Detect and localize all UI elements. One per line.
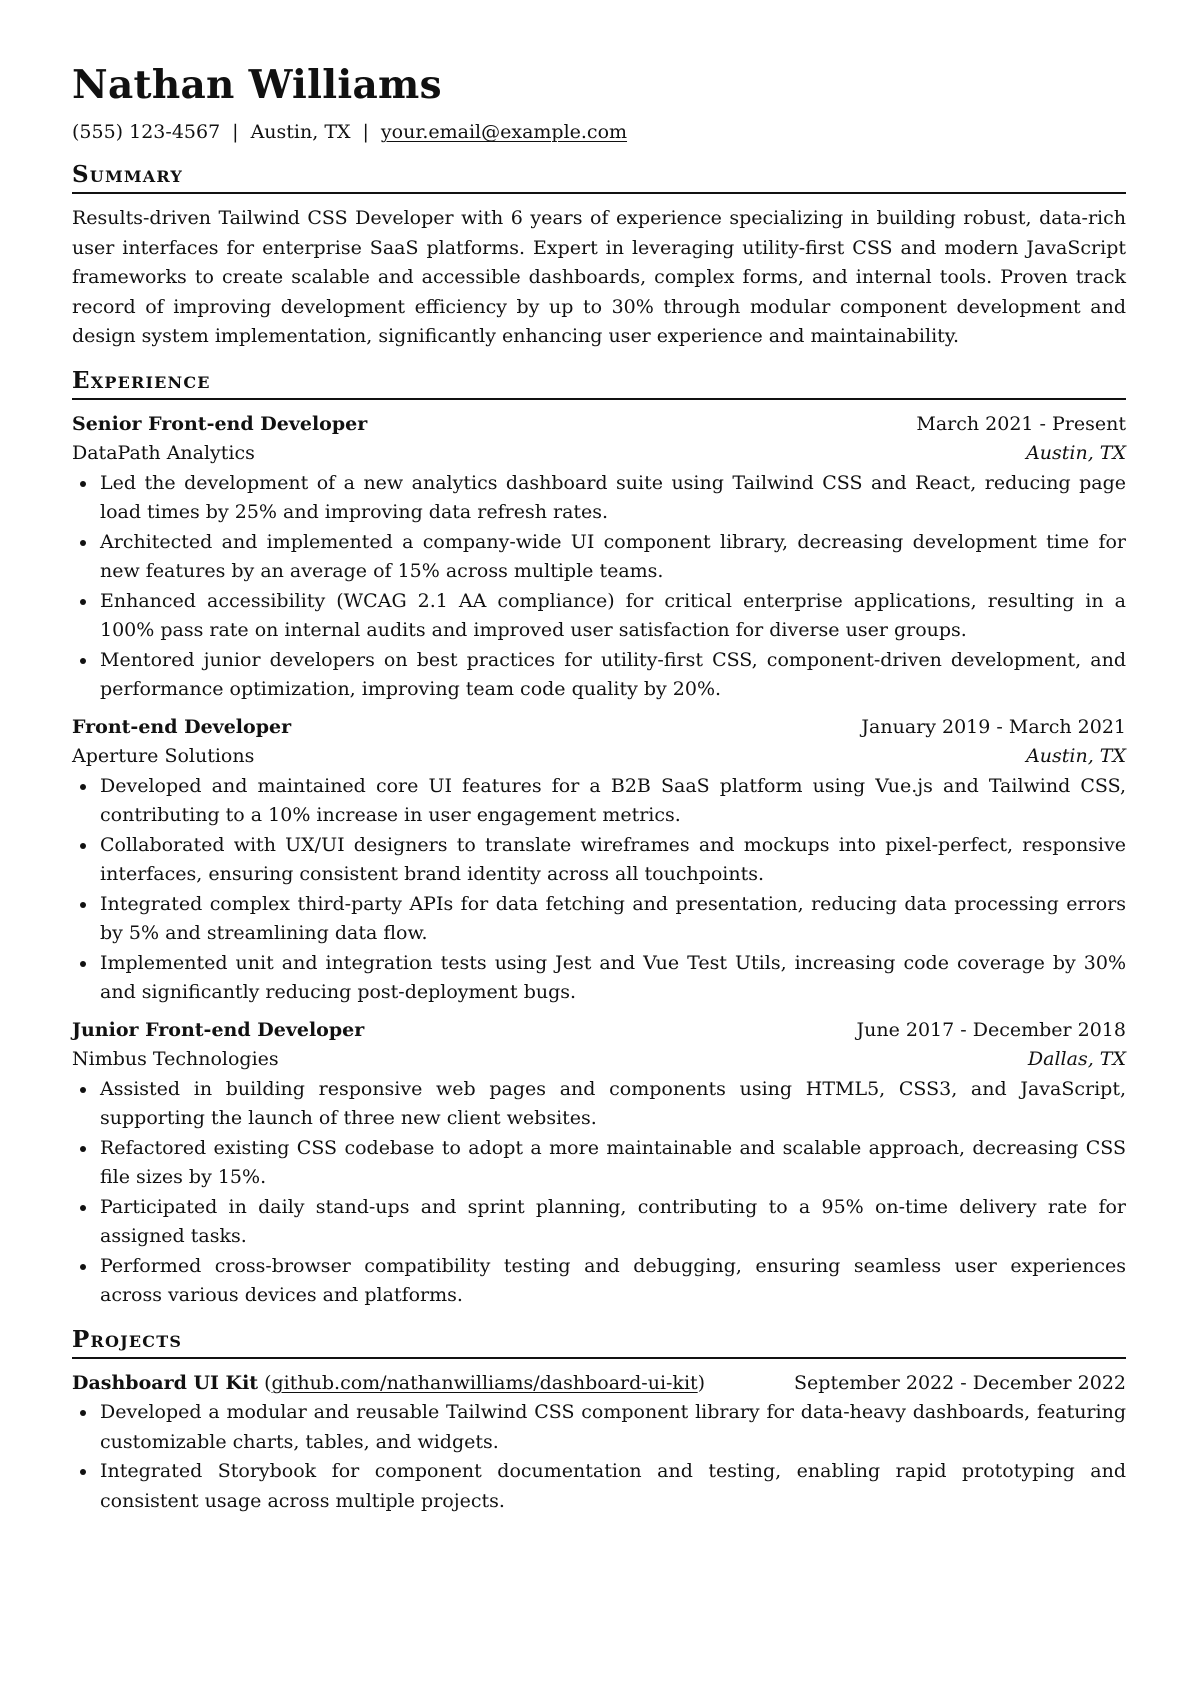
bullet-item [72, 646, 1126, 705]
bullet-dot-icon [80, 1469, 86, 1475]
job-company: DataPath Analytics [72, 442, 255, 464]
bullet-text: Performed cross-browser compatibility testing and debugging, ensuring seamless user experiences across various devices and platforms. [100, 1254, 1126, 1306]
section-title-summary: Summary [72, 160, 1126, 194]
job-location: Austin, TX [1026, 442, 1126, 464]
bullet-dot-icon [80, 1146, 86, 1152]
contact-separator: | [232, 121, 239, 143]
bullet-item [72, 772, 1126, 831]
bullet-item [72, 1134, 1126, 1193]
section-title-projects: Projects [72, 1325, 1126, 1359]
project-bullets [72, 1398, 1126, 1516]
bullet-item [72, 1075, 1126, 1134]
resume-page [72, 60, 1126, 1524]
bullet-text: Developed a modular and reusable Tailwind CSS component library for data-heavy dashboards, featuring customizable charts, tables, and widgets. [100, 1401, 1126, 1453]
job-entry [72, 410, 1126, 705]
job-entry [72, 713, 1126, 1008]
bullet-text: Mentored junior developers on best practices for utility-first CSS, component-driven development, and performance optimization, improving team code quality by 20%. [100, 648, 1126, 700]
summary-section [72, 160, 1126, 352]
bullet-dot-icon [80, 1410, 86, 1416]
contact-separator: | [362, 121, 369, 143]
bullet-text: Led the development of a new analytics dashboard suite using Tailwind CSS and React, reducing page load times by 25% and improving data refresh rates. [100, 471, 1126, 523]
bullet-item [72, 587, 1126, 646]
bullet-text: Integrated complex third-party APIs for data fetching and presentation, reducing data processing errors by 5% and streamlining data flow. [100, 892, 1126, 944]
project-dates: September 2022 - December 2022 [794, 1371, 1126, 1394]
summary-text: Results-driven Tailwind CSS Developer with 6 years of experience specializing in building robust, data-rich user interfaces for enterprise SaaS platforms. Expert in leveraging utility-first CSS and modern JavaScript frameworks to create scalable and accessible dashboards, complex forms, and internal tools. Proven track record of improving development efficiency by up to 30% through modular component development and design system implementation, significantly enhancing user experience and maintainability. [72, 207, 1126, 347]
job-dates: March 2021 - Present [916, 412, 1126, 435]
job-role: Front-end Developer [72, 715, 292, 738]
bullet-text: Collaborated with UX/UI designers to translate wireframes and mockups into pixel-perfect, responsive interfaces, ensuring consistent brand identity across all touchpoints. [100, 833, 1126, 885]
job-dates: January 2019 - March 2021 [861, 715, 1126, 738]
bullet-text: Refactored existing CSS codebase to adopt a more maintainable and scalable approach, decreasing CSS file sizes by 15%. [100, 1136, 1126, 1188]
bullet-text: Participated in daily stand-ups and sprint planning, contributing to a 95% on-time delivery rate for assigned tasks. [100, 1195, 1126, 1247]
bullet-item [72, 831, 1126, 890]
projects-section [72, 1325, 1126, 1517]
project-link[interactable]: github.com/nathanwilliams/dashboard-ui-kit [271, 1371, 698, 1394]
job-company: Nimbus Technologies [72, 1048, 279, 1070]
bullet-dot-icon [80, 481, 86, 487]
project-entry: Dashboard UI Kit (github.com/nathanwilliams/dashboard-ui-kit) September 2022 - December 2022 Developed a modular and reusable Tailwind CSS component library for data-heavy dashboards, featuring customizable charts, tables, and widgets. Integrated Storybook for component documentation and testing, enabling rapid prototyping and consistent usage across multiple projects. [72, 1369, 1126, 1517]
bullet-dot-icon [80, 784, 86, 790]
bullet-text: Assisted in building responsive web pages and components using HTML5, CSS3, and JavaScript, supporting the launch of three new client websites. [100, 1077, 1126, 1129]
job-dates: June 2017 - December 2018 [856, 1018, 1126, 1041]
email-link[interactable]: your.email@example.com [380, 121, 628, 143]
bullet-text: Developed and maintained core UI features for a B2B SaaS platform using Vue.js and Tailwind CSS, contributing to a 10% increase in user engagement metrics. [100, 774, 1126, 826]
bullet-text: Enhanced accessibility (WCAG 2.1 AA compliance) for critical enterprise applications, resulting in a 100% pass rate on internal audits and improved user satisfaction for diverse user groups. [100, 589, 1126, 641]
phone-number: (555) 123-4567 [72, 121, 221, 143]
job-bullets [72, 1075, 1126, 1311]
bullet-text: Implemented unit and integration tests using Jest and Vue Test Utils, increasing code coverage by 30% and significantly reducing post-deployment bugs. [100, 951, 1126, 1003]
project-name: Dashboard UI Kit [72, 1371, 259, 1394]
bullet-dot-icon [80, 902, 86, 908]
bullet-dot-icon [80, 961, 86, 967]
bullet-dot-icon [80, 658, 86, 664]
job-role: Senior Front-end Developer [72, 412, 368, 435]
job-role: Junior Front-end Developer [72, 1018, 365, 1041]
bullet-item [72, 528, 1126, 587]
job-bullets [72, 772, 1126, 1008]
bullet-dot-icon [80, 1205, 86, 1211]
bullet-dot-icon [80, 599, 86, 605]
bullet-dot-icon [80, 843, 86, 849]
section-title-experience: Experience [72, 366, 1126, 400]
job-bullets [72, 469, 1126, 705]
job-entry [72, 1016, 1126, 1311]
bullet-item [72, 1398, 1126, 1457]
bullet-item [72, 1193, 1126, 1252]
bullet-text: Integrated Storybook for component documentation and testing, enabling rapid prototyping and consistent usage across multiple projects. [100, 1460, 1126, 1512]
bullet-dot-icon [80, 1264, 86, 1270]
bullet-item [72, 949, 1126, 1008]
location: Austin, TX [250, 121, 351, 143]
job-location: Austin, TX [1026, 745, 1126, 767]
bullet-dot-icon [80, 1087, 86, 1093]
job-location: Dallas, TX [1027, 1048, 1126, 1070]
bullet-item [72, 890, 1126, 949]
bullet-text: Architected and implemented a company-wide UI component library, decreasing development time for new features by an average of 15% across multiple teams. [100, 530, 1126, 582]
contact-line [72, 118, 1126, 146]
bullet-item [72, 1252, 1126, 1311]
experience-section [72, 366, 1126, 1311]
bullet-item [72, 469, 1126, 528]
job-company: Aperture Solutions [72, 745, 255, 767]
candidate-name: Nathan Williams [72, 62, 442, 108]
bullet-item [72, 1457, 1126, 1516]
bullet-dot-icon [80, 540, 86, 546]
